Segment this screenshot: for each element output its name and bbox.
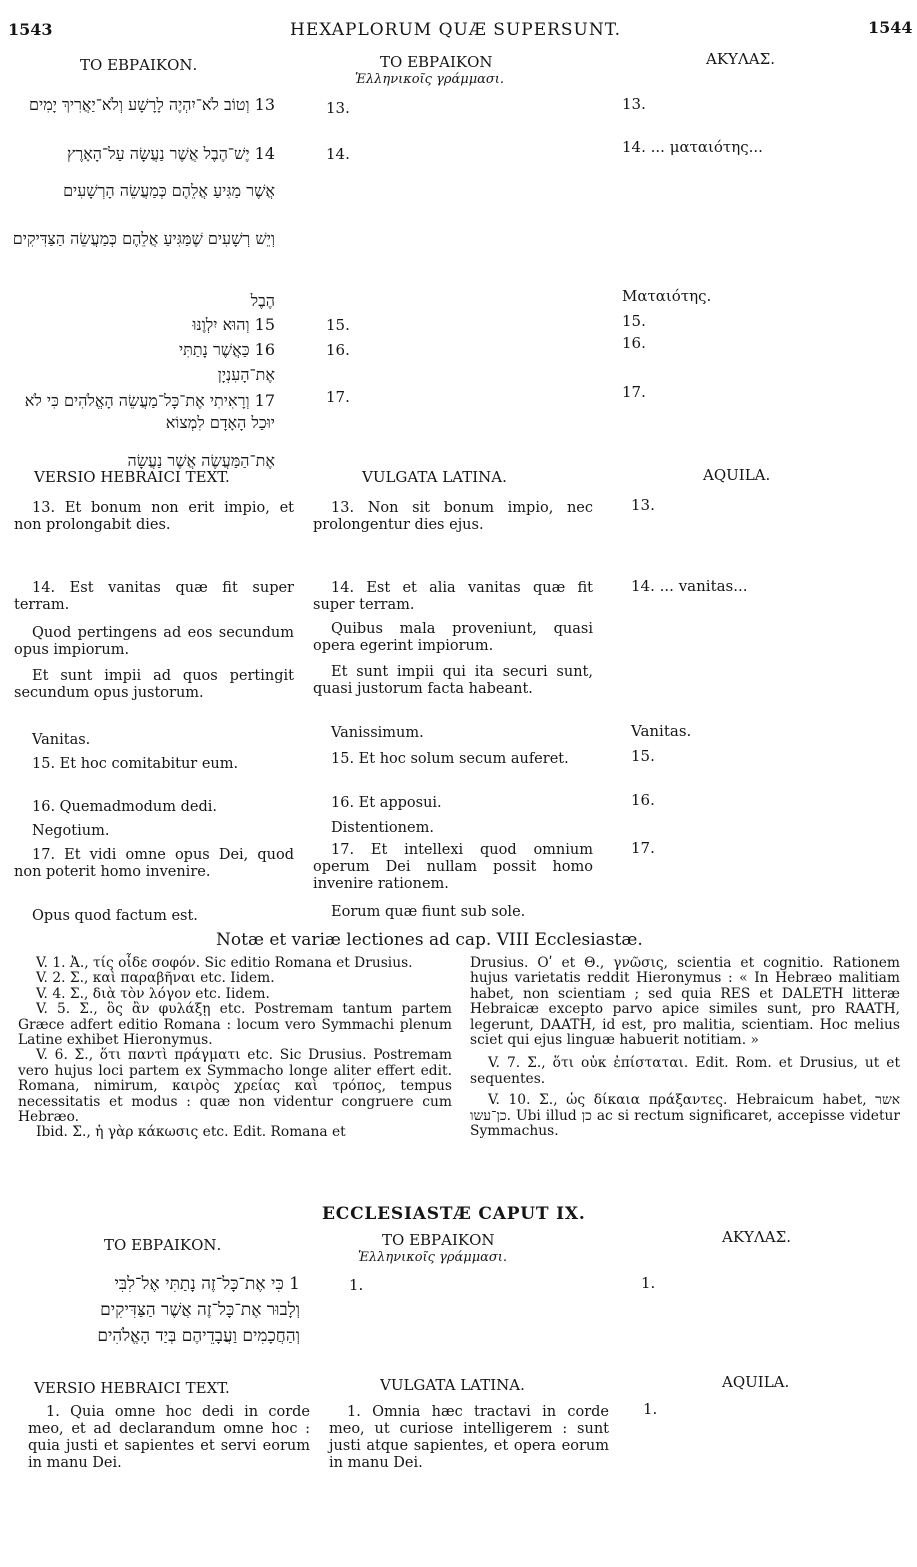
vulgata-verse-16: 16. Et apposui.	[331, 795, 442, 811]
vulgata-verse-13: 13. Non sit bonum impio, nec prolongentur dies ejus.	[313, 500, 593, 533]
column-header-greek: ΤΟ ΕΒΡΑΙΚΟΝ	[380, 53, 493, 71]
hebrew-verse-14d: הֶבֶל	[250, 291, 275, 310]
notes-left-column	[18, 956, 452, 1141]
vulgata-verse-16b: Distentionem.	[331, 820, 434, 836]
column-header-greek: ΤΟ ΕΒΡΑΙΚΟΝ	[382, 1231, 495, 1249]
aquila-latin-entry: 16.	[631, 791, 655, 809]
note-paragraph: V. 6. Σ., ὅτι παντὶ πράγματι etc. Sic Drusius. Postremam vero hujus loci partem ex Symmacho longe aliter effert edit. Romana, nimirum, καιρὸς χρείας καὶ τρόπος, tempus necessitatis et modus : quæ non videntur congruere cum Hebræo.	[18, 1047, 452, 1126]
note-paragraph: V. 7. Σ., ὅτι οὐκ ἐπίσταται. Edit. Rom. et Drusius, ut et sequentes.	[470, 1055, 900, 1087]
versio-verse-16: 16. Quemadmodum dedi.	[32, 799, 218, 815]
hebrew-verse-1c: וְהַחֲכָמִים וַעֲבָדֵיהֶם בְּיַד הָאֱלֹהִים	[97, 1326, 300, 1346]
vulgata-verse-14d: Vanissimum.	[331, 725, 424, 741]
aquila-latin-entry: 15.	[631, 747, 655, 765]
column-header-aquila: ΑΚΥΛΑΣ.	[706, 50, 775, 68]
hebrew-verse-13: 13 וְטוֹב לֹא־יִהְיֶה לָרָשָׁע וְלֹא־יַאֲרִיךְ יָמִים	[29, 95, 275, 114]
greek-verse-num: 16.	[326, 341, 350, 359]
greek-verse-num: 15.	[326, 316, 350, 334]
column-header-versio: VERSIO HEBRAICI TEXT.	[34, 1379, 230, 1397]
hebrew-verse-14c: וְיֵשׁ רְשָׁעִים שֶׁמַּגִּיעַ אֲלֵהֶם כְּמַעֲשֵׂה הַצַּדִּיקִים	[12, 229, 275, 248]
note-paragraph: Drusius. Οʹ et Θ., γνῶσις, scientia et cognitio. Rationem hujus varietatis reddit Hieronymus : « In Hebræo malitiam habet, non scientiam ; sed quia RES et DALETH litteræ Hebraicæ excepto parvo apice similes sunt, pro RAATH, legerunt, DAATH, id est, pro malitia, scientiam. Hoc melius sciet qui ejus linguæ habuerit notitiam. »	[470, 955, 900, 1049]
column-header-hebrew: ΤΟ ΕΒΡΑΙΚΟΝ.	[104, 1236, 222, 1254]
vulgata-verse-17: 17. Et intellexi quod omnium operum Dei nullam possit homo invenire rationem.	[313, 842, 593, 892]
aquila-latin-entry: 13.	[631, 496, 655, 514]
versio-verse-14b: Quod pertingens ad eos secundum opus impiorum.	[14, 625, 294, 658]
versio-verse-1: 1. Quia omne hoc dedi in corde meo, et ad declarandum omne hoc : quia justi et sapientes et servi eorum in manu Dei.	[28, 1404, 310, 1471]
column-header-versio: VERSIO HEBRAICI TEXT.	[34, 468, 230, 486]
greek-verse-num: 17.	[326, 388, 350, 406]
versio-verse-14: 14. Est vanitas quæ fit super terram.	[14, 580, 294, 613]
versio-verse-14d: Vanitas.	[32, 732, 91, 748]
running-title: HEXAPLORUM QUÆ SUPERSUNT.	[290, 20, 622, 40]
note-paragraph: V. 10. Σ., ὡς δίκαια πράξαντες. Hebraicum habet, אשר כן־עשו. Ubi illud כן ac si rectum significaret, accepisse videtur Symmachus.	[470, 1092, 900, 1140]
hebrew-verse-16b: אֶת־הָעִנְיָן	[217, 365, 275, 384]
column-subheader-greek: Ἑλληνικοῖς γράμμασι.	[355, 72, 505, 87]
note-paragraph: V. 4. Σ., διὰ τὸν λόγον etc. Iidem.	[36, 985, 270, 1002]
aquila-greek-entry: 15.	[622, 312, 646, 330]
aquila-greek-entry: 13.	[622, 95, 646, 113]
aquila-latin-entry: 1.	[643, 1400, 658, 1418]
column-header-vulgata: VULGATA LATINA.	[380, 1376, 525, 1394]
vulgata-verse-14c: Et sunt impii qui ita securi sunt, quasi justorum facta habeant.	[313, 664, 593, 697]
column-header-vulgata: VULGATA LATINA.	[362, 468, 507, 486]
hebrew-verse-1: 1 כִּי אֶת־כָּל־זֶה נָתַתִּי אֶל־לִבִּי	[114, 1274, 300, 1294]
versio-verse-15: 15. Et hoc comitabitur eum.	[32, 756, 239, 772]
aquila-greek-entry: Ματαιότης.	[622, 287, 712, 305]
column-header-hebrew: ΤΟ ΕΒΡΑΙΚΟΝ.	[80, 56, 198, 74]
hebrew-verse-14b: אֲשֶׁר מַגִּיעַ אֲלֵהֶם כְּמַעֲשֵׂה הָרְשָׁעִים	[63, 181, 275, 200]
vulgata-verse-17b: Eorum quæ fiunt sub sole.	[331, 904, 526, 920]
aquila-latin-entry: Vanitas.	[631, 722, 692, 740]
notes-right-column	[470, 956, 900, 1139]
hebrew-verse-16: 16 כַּאֲשֶׁר נָתַתִּי	[178, 340, 275, 359]
vulgata-verse-15: 15. Et hoc solum secum auferet.	[331, 751, 569, 767]
note-paragraph: V. 5. Σ., ὃς ἂν φυλάξῃ etc. Postremam tantum partem Græce adfert editio Romana : locum vero Symmachi plenum Latine exhibet Hieronymus.	[18, 1001, 452, 1049]
notes-title: Notæ et variæ lectiones ad cap. VIII Ecclesiastæ.	[216, 930, 643, 950]
aquila-latin-entry: 17.	[631, 839, 655, 857]
column-header-aquila-latin: AQUILA.	[703, 466, 771, 484]
versio-verse-17b: Opus quod factum est.	[32, 908, 198, 924]
note-paragraph: V. 1. Ἀ., τίς οἶδε σοφόν. Sic editio Romana et Drusius.	[36, 955, 413, 971]
page-number-right: 1544	[868, 18, 913, 37]
vulgata-verse-14b: Quibus mala proveniunt, quasi opera egerint impiorum.	[313, 621, 593, 654]
chapter-title: ECCLESIASTÆ CAPUT IX.	[322, 1204, 586, 1224]
aquila-greek-entry: 14. ... ματαιότης...	[622, 138, 763, 156]
note-paragraph: Ibid. Σ., ἡ γὰρ κάκωσις etc. Edit. Romana et	[36, 1124, 346, 1141]
greek-verse-num: 14.	[326, 145, 350, 163]
hebrew-verse-1b: וְלָבוּר אֶת־כָּל־זֶה אֲשֶׁר הַצַּדִּיקִים	[100, 1300, 300, 1320]
aquila-greek-entry: 1.	[641, 1274, 656, 1292]
page-number-left: 1543	[8, 20, 53, 39]
vulgata-verse-1: 1. Omnia hæc tractavi in corde meo, ut curiose intelligerem : sunt justi atque sapientes, et opera eorum in manu Dei.	[329, 1404, 609, 1471]
greek-verse-num: 13.	[326, 99, 350, 117]
aquila-greek-entry: 17.	[622, 383, 646, 401]
hebrew-verse-15: 15 וְהוּא יִלְוֶנּוּ	[192, 315, 275, 334]
column-subheader-greek: Ἑλληνικοῖς γράμμασι.	[358, 1250, 508, 1265]
vulgata-verse-14: 14. Est et alia vanitas quæ fit super terram.	[313, 580, 593, 613]
versio-verse-16b: Negotium.	[32, 823, 110, 839]
versio-verse-17: 17. Et vidi omne opus Dei, quod non poterit homo invenire.	[14, 847, 294, 880]
aquila-latin-entry: 14. ... vanitas...	[631, 577, 748, 595]
greek-verse-num: 1.	[349, 1276, 364, 1294]
versio-verse-14c: Et sunt impii ad quos pertingit secundum opus justorum.	[14, 668, 294, 701]
hebrew-verse-14: 14 יֶשׁ־הֶבֶל אֲשֶׁר נַעֲשָׂה עַל־הָאָרֶץ	[67, 144, 275, 163]
column-header-aquila-latin: AQUILA.	[722, 1373, 790, 1391]
hebrew-verse-17b: אֶת־הַמַּעֲשֶׂה אֲשֶׁר נַעֲשָׂה	[127, 451, 275, 470]
aquila-greek-entry: 16.	[622, 334, 646, 352]
hebrew-verse-17: 17 וְרָאִיתִי אֶת־כָּל־מַעֲשֵׂה הָאֱלֹהִים כִּי לֹא יוּכַל הָאָדָם לִמְצוֹא	[24, 391, 275, 432]
versio-verse-13: 13. Et bonum non erit impio, et non prolongabit dies.	[14, 500, 294, 533]
note-paragraph: V. 2. Σ., καὶ παραβῆναι etc. Iidem.	[36, 970, 275, 987]
column-header-aquila: ΑΚΥΛΑΣ.	[722, 1228, 791, 1246]
